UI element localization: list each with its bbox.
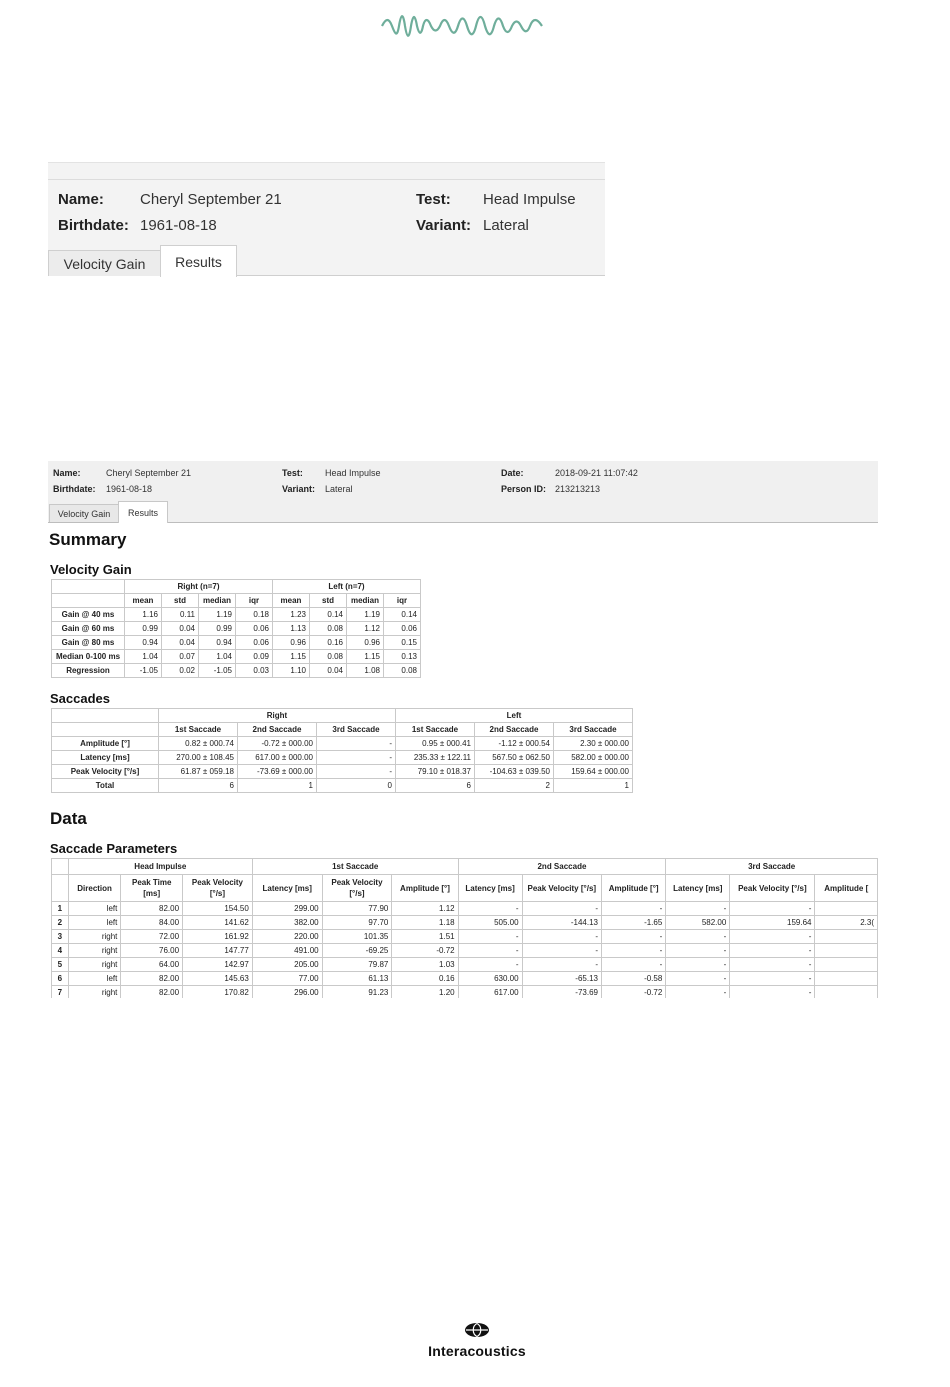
table-row [52, 779, 633, 793]
table-row [52, 608, 421, 622]
corner-cell [52, 709, 159, 723]
table-cell: 0.06 [236, 636, 273, 650]
table-cell: 1.18 [392, 916, 458, 930]
table-cell: 1.10 [273, 664, 310, 678]
velocity-gain-table [51, 579, 421, 678]
saccades-heading: Saccades [50, 691, 110, 706]
table-cell [815, 902, 878, 916]
group-header-2nd-saccade: 2nd Saccade [458, 859, 666, 875]
row-index: 7 [52, 986, 69, 999]
table-cell: 491.00 [252, 944, 322, 958]
table-cell: 0.04 [310, 664, 347, 678]
table-cell: -1.65 [601, 916, 665, 930]
tab-results[interactable]: Results [160, 245, 237, 277]
table-cell [815, 986, 878, 999]
group-header-right: Right (n=7) [125, 580, 273, 594]
table-cell: 76.00 [121, 944, 183, 958]
column-header: 1st Saccade [159, 723, 238, 737]
table-row [52, 737, 633, 751]
table-cell: - [601, 930, 665, 944]
table-cell: 1.19 [199, 608, 236, 622]
row-index: 2 [52, 916, 69, 930]
table-cell: - [317, 751, 396, 765]
report-person-id-value: 213213213 [555, 484, 601, 494]
table-cell: 0.14 [384, 608, 421, 622]
table-cell: left [68, 902, 121, 916]
table-cell: - [458, 902, 522, 916]
table-cell: 72.00 [121, 930, 183, 944]
table-row [52, 765, 633, 779]
corner-cell [52, 594, 125, 608]
table-cell: - [601, 958, 665, 972]
table-cell: 220.00 [252, 930, 322, 944]
table-cell: -144.13 [522, 916, 601, 930]
report-date-label: Date: [501, 468, 524, 478]
table-cell: 0 [317, 779, 396, 793]
table-cell: 1.04 [125, 650, 162, 664]
brand-name: Interacoustics [428, 1343, 526, 1359]
name-value: Cheryl September 21 [140, 191, 282, 208]
test-value: Head Impulse [483, 191, 576, 208]
column-header: mean [125, 594, 162, 608]
report-test-label: Test: [282, 468, 303, 478]
row-label: Total [52, 779, 159, 793]
column-header: Peak Velocity [°/s] [322, 875, 392, 902]
report-variant-label: Variant: [282, 484, 316, 494]
column-header: Peak Velocity [°/s] [730, 875, 815, 902]
table-cell: 505.00 [458, 916, 522, 930]
column-header: median [199, 594, 236, 608]
table-row [52, 986, 878, 999]
table-cell: 61.13 [322, 972, 392, 986]
row-label: Amplitude [°] [52, 737, 159, 751]
row-label: Median 0-100 ms [52, 650, 125, 664]
table-cell: -73.69 ± 000.00 [238, 765, 317, 779]
report-birthdate-label: Birthdate: [53, 484, 96, 494]
table-cell: -73.69 [522, 986, 601, 999]
table-cell: -69.25 [322, 944, 392, 958]
table-cell: - [458, 944, 522, 958]
table-cell: 6 [159, 779, 238, 793]
table-cell: - [458, 930, 522, 944]
row-index: 5 [52, 958, 69, 972]
table-cell: 0.15 [384, 636, 421, 650]
table-cell: 0.18 [236, 608, 273, 622]
table-cell: 0.06 [384, 622, 421, 636]
table-cell: -104.63 ± 039.50 [475, 765, 554, 779]
table-row [52, 650, 421, 664]
column-header: Peak Velocity [°/s] [183, 875, 253, 902]
table-cell: 142.97 [183, 958, 253, 972]
table-cell: 79.87 [322, 958, 392, 972]
table-cell: left [68, 916, 121, 930]
table-cell: 1.15 [347, 650, 384, 664]
saccades-table [51, 708, 633, 793]
table-row [52, 636, 421, 650]
table-cell: 1 [554, 779, 633, 793]
report-name-label: Name: [53, 468, 81, 478]
table-cell: - [666, 972, 730, 986]
corner-cell [52, 580, 125, 594]
table-cell: 382.00 [252, 916, 322, 930]
table-cell: - [522, 902, 601, 916]
table-cell: 161.92 [183, 930, 253, 944]
table-cell: 0.02 [162, 664, 199, 678]
table-cell: - [666, 930, 730, 944]
table-cell: - [522, 930, 601, 944]
table-cell: 84.00 [121, 916, 183, 930]
group-header-3rd-saccade: 3rd Saccade [666, 859, 878, 875]
table-cell: 0.07 [162, 650, 199, 664]
name-label: Name: [58, 191, 104, 208]
table-cell: -0.72 [392, 944, 458, 958]
tab-velocity-gain[interactable]: Velocity Gain [48, 250, 161, 276]
column-header: 2nd Saccade [475, 723, 554, 737]
table-cell: 296.00 [252, 986, 322, 999]
report-test-value: Head Impulse [325, 468, 381, 478]
table-cell: - [730, 972, 815, 986]
table-cell: 159.64 ± 000.00 [554, 765, 633, 779]
table-cell: 1.23 [273, 608, 310, 622]
table-cell: 1.12 [347, 622, 384, 636]
table-row [52, 622, 421, 636]
table-cell: 82.00 [121, 902, 183, 916]
report-header [48, 461, 878, 523]
row-index: 1 [52, 902, 69, 916]
data-heading: Data [50, 809, 87, 828]
table-cell: 77.90 [322, 902, 392, 916]
table-cell: 1.08 [347, 664, 384, 678]
column-header: std [310, 594, 347, 608]
table-cell: 77.00 [252, 972, 322, 986]
column-header: Amplitude [ [815, 875, 878, 902]
table-cell: - [522, 958, 601, 972]
table-cell: -0.58 [601, 972, 665, 986]
table-cell: 61.87 ± 059.18 [159, 765, 238, 779]
report-person-id-label: Person ID: [501, 484, 547, 494]
table-cell: 0.14 [310, 608, 347, 622]
table-cell [815, 958, 878, 972]
table-cell: 1.12 [392, 902, 458, 916]
column-header: 3rd Saccade [554, 723, 633, 737]
table-cell: 82.00 [121, 986, 183, 999]
table-cell: - [317, 765, 396, 779]
group-header-left: Left (n=7) [273, 580, 421, 594]
table-cell: 141.62 [183, 916, 253, 930]
table-cell: - [458, 958, 522, 972]
variant-label: Variant: [416, 217, 472, 234]
column-header: std [162, 594, 199, 608]
column-header: Peak Velocity [°/s] [522, 875, 601, 902]
column-header: 2nd Saccade [238, 723, 317, 737]
table-cell: - [666, 902, 730, 916]
table-cell: 0.08 [310, 650, 347, 664]
corner-cell [52, 859, 69, 875]
table-cell: 582.00 ± 000.00 [554, 751, 633, 765]
table-cell: 2 [475, 779, 554, 793]
column-header: iqr [236, 594, 273, 608]
table-cell: 0.06 [236, 622, 273, 636]
column-header: Direction [68, 875, 121, 902]
column-header: Latency [ms] [252, 875, 322, 902]
corner-cell [52, 875, 69, 902]
table-cell: - [730, 944, 815, 958]
column-header: Latency [ms] [666, 875, 730, 902]
report-birthdate-value: 1961-08-18 [106, 484, 153, 494]
corner-cell [52, 723, 159, 737]
table-cell: 1.13 [273, 622, 310, 636]
table-row [52, 930, 878, 944]
table-cell: 0.94 [199, 636, 236, 650]
column-header: 3rd Saccade [317, 723, 396, 737]
table-cell: 170.82 [183, 986, 253, 999]
report-name-value: Cheryl September 21 [106, 468, 192, 478]
row-index: 3 [52, 930, 69, 944]
table-cell: - [601, 902, 665, 916]
report-tab-results[interactable]: Results [118, 501, 168, 523]
table-cell: 0.08 [384, 664, 421, 678]
table-cell: 0.16 [392, 972, 458, 986]
table-cell: -65.13 [522, 972, 601, 986]
row-index: 6 [52, 972, 69, 986]
table-row [52, 958, 878, 972]
table-cell: left [68, 972, 121, 986]
row-label: Gain @ 80 ms [52, 636, 125, 650]
table-cell: -1.12 ± 000.54 [475, 737, 554, 751]
table-cell: - [730, 930, 815, 944]
table-cell: 0.04 [162, 636, 199, 650]
table-cell: 617.00 [458, 986, 522, 999]
table-cell: 0.94 [125, 636, 162, 650]
column-header: mean [273, 594, 310, 608]
table-cell: 0.09 [236, 650, 273, 664]
summary-heading: Summary [49, 530, 127, 549]
table-cell: - [730, 902, 815, 916]
column-header: Amplitude [°] [601, 875, 665, 902]
table-cell: 0.16 [310, 636, 347, 650]
row-label: Latency [ms] [52, 751, 159, 765]
column-header: iqr [384, 594, 421, 608]
table-cell: 270.00 ± 108.45 [159, 751, 238, 765]
column-header: 1st Saccade [396, 723, 475, 737]
table-cell: 1.04 [199, 650, 236, 664]
saccade-parameters-table [51, 858, 878, 998]
table-cell: 0.11 [162, 608, 199, 622]
table-cell: right [68, 930, 121, 944]
table-cell: 82.00 [121, 972, 183, 986]
table-cell: - [666, 944, 730, 958]
table-cell [815, 944, 878, 958]
table-cell: 0.96 [273, 636, 310, 650]
table-cell: 0.95 ± 000.41 [396, 737, 475, 751]
table-cell: right [68, 958, 121, 972]
table-cell: 154.50 [183, 902, 253, 916]
column-header: Latency [ms] [458, 875, 522, 902]
table-cell: - [317, 737, 396, 751]
table-cell: 101.35 [322, 930, 392, 944]
table-cell: - [730, 986, 815, 999]
table-cell: 299.00 [252, 902, 322, 916]
table-row [52, 916, 878, 930]
table-row [52, 902, 878, 916]
group-header-right: Right [159, 709, 396, 723]
column-header: Amplitude [°] [392, 875, 458, 902]
table-cell: 97.70 [322, 916, 392, 930]
table-cell: 147.77 [183, 944, 253, 958]
table-cell: 630.00 [458, 972, 522, 986]
table-cell: 0.03 [236, 664, 273, 678]
table-row [52, 751, 633, 765]
table-row [52, 944, 878, 958]
table-cell: 0.04 [162, 622, 199, 636]
group-header-1st-saccade: 1st Saccade [252, 859, 458, 875]
results-report [48, 461, 878, 998]
variant-value: Lateral [483, 217, 529, 234]
table-cell: -1.05 [125, 664, 162, 678]
table-cell: 145.63 [183, 972, 253, 986]
table-cell: 1.19 [347, 608, 384, 622]
table-row [52, 664, 421, 678]
table-cell: 1 [238, 779, 317, 793]
row-label: Peak Velocity [°/s] [52, 765, 159, 779]
table-cell: - [522, 944, 601, 958]
table-row [52, 972, 878, 986]
table-cell: 2.30 ± 000.00 [554, 737, 633, 751]
report-tab-velocity-gain[interactable]: Velocity Gain [49, 504, 119, 522]
report-date-value: 2018-09-21 11:07:42 [555, 468, 638, 478]
table-cell: - [666, 986, 730, 999]
row-index: 4 [52, 944, 69, 958]
table-cell: - [730, 958, 815, 972]
table-cell: 91.23 [322, 986, 392, 999]
table-cell: 1.20 [392, 986, 458, 999]
row-label: Regression [52, 664, 125, 678]
table-cell: 235.33 ± 122.11 [396, 751, 475, 765]
row-label: Gain @ 60 ms [52, 622, 125, 636]
velocity-gain-heading: Velocity Gain [50, 562, 132, 577]
row-label: Gain @ 40 ms [52, 608, 125, 622]
table-cell: 0.13 [384, 650, 421, 664]
table-cell [815, 930, 878, 944]
birthdate-label: Birthdate: [58, 217, 129, 234]
table-cell: 1.51 [392, 930, 458, 944]
table-cell: 567.50 ± 062.50 [475, 751, 554, 765]
test-label: Test: [416, 191, 451, 208]
table-cell: 1.15 [273, 650, 310, 664]
column-header: median [347, 594, 384, 608]
table-cell: 6 [396, 779, 475, 793]
table-cell: -0.72 ± 000.00 [238, 737, 317, 751]
group-header-head-impulse: Head Impulse [68, 859, 252, 875]
group-header-left: Left [396, 709, 633, 723]
waveform-logo-icon [380, 8, 545, 44]
table-cell: 64.00 [121, 958, 183, 972]
interacoustics-globe-icon [463, 1322, 491, 1338]
patient-header-panel [48, 162, 605, 276]
table-cell: 617.00 ± 000.00 [238, 751, 317, 765]
table-cell: 79.10 ± 018.37 [396, 765, 475, 779]
table-cell: 205.00 [252, 958, 322, 972]
table-cell: 0.96 [347, 636, 384, 650]
table-cell: 0.99 [199, 622, 236, 636]
table-cell: -1.05 [199, 664, 236, 678]
table-cell: 2.3( [815, 916, 878, 930]
column-header: Peak Time [ms] [121, 875, 183, 902]
table-cell: 0.08 [310, 622, 347, 636]
table-cell: right [68, 944, 121, 958]
table-cell: - [601, 944, 665, 958]
table-cell: 0.82 ± 000.74 [159, 737, 238, 751]
table-cell: 1.16 [125, 608, 162, 622]
table-cell: right [68, 986, 121, 999]
table-cell [815, 972, 878, 986]
report-variant-value: Lateral [325, 484, 353, 494]
brand-footer [412, 1322, 542, 1359]
table-cell: - [666, 958, 730, 972]
table-cell: 159.64 [730, 916, 815, 930]
saccade-parameters-heading: Saccade Parameters [50, 841, 178, 856]
table-cell: 582.00 [666, 916, 730, 930]
table-cell: 1.03 [392, 958, 458, 972]
table-cell: 0.99 [125, 622, 162, 636]
birthdate-value: 1961-08-18 [140, 217, 217, 234]
table-cell: -0.72 [601, 986, 665, 999]
